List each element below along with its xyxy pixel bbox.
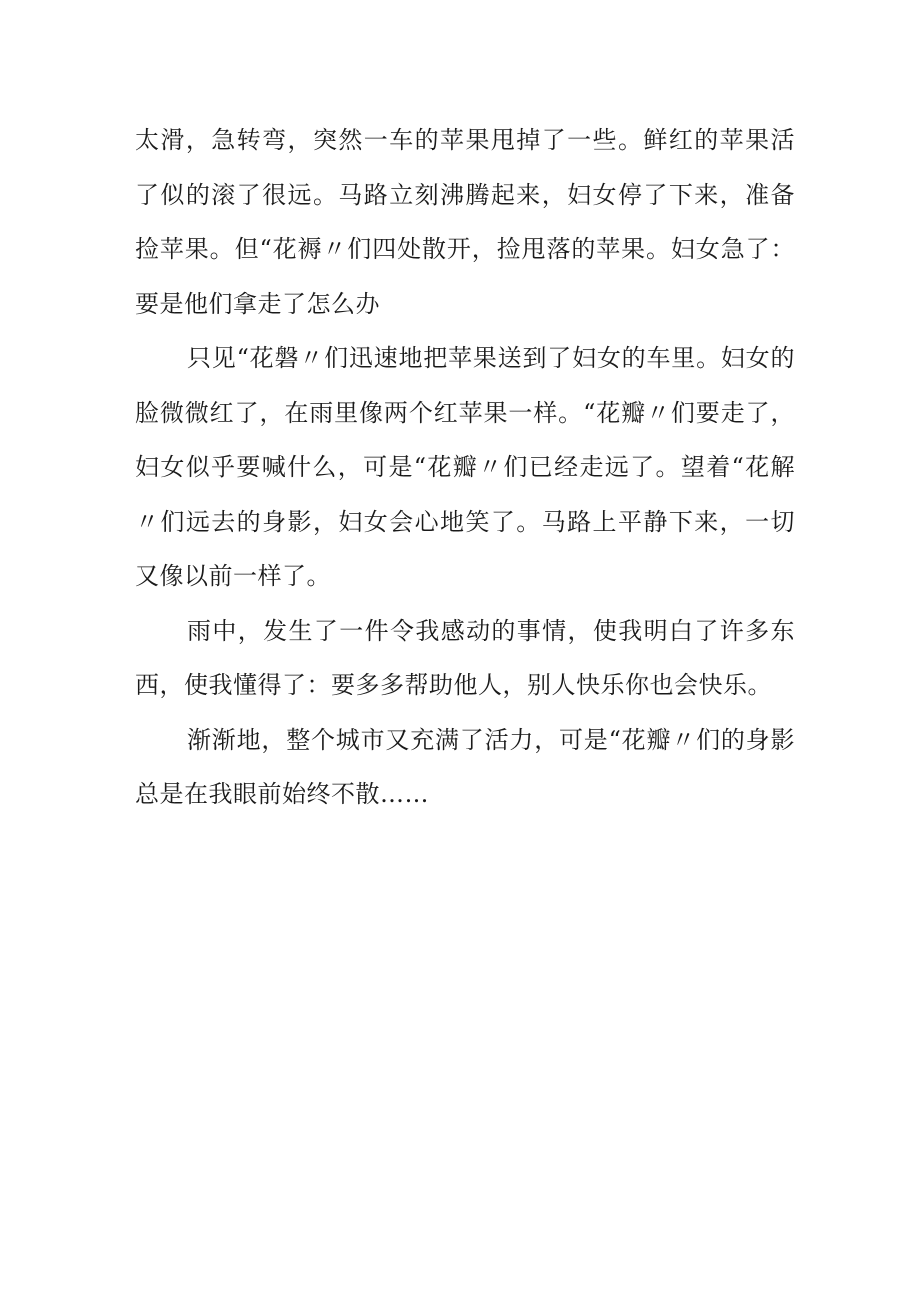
paragraph-2: 只见“花磐〃们迅速地把苹果送到了妇女的车里。妇女的脸微微红了，在雨里像两个红苹果一样。“花瓣〃们要走了，妇女似乎要喊什么，可是“花瓣〃们已经走远了。望着“花解〃们远去的身影，妇女会心地笑了。马路上平静下来，一切又像以前一样了。	[135, 344, 795, 590]
paragraph-3: 雨中，发生了一件令我感动的事情，使我明白了许多东西，使我懂得了：要多多帮助他人，别人快乐你也会快乐。	[135, 616, 795, 699]
paragraph-1: 太滑，急转弯，突然一车的苹果甩掉了一些。鲜红的苹果活了似的滚了很远。马路立刻沸腾起来，妇女停了下来，准备捡苹果。但“花褥〃们四处散开，捡甩落的苹果。妇女急了：要是他们拿走了怎么办	[135, 126, 795, 318]
paragraph-4: 渐渐地，整个城市又充满了活力，可是“花瓣〃们的身影总是在我眼前始终不散……	[135, 725, 795, 808]
document-body	[135, 113, 795, 822]
